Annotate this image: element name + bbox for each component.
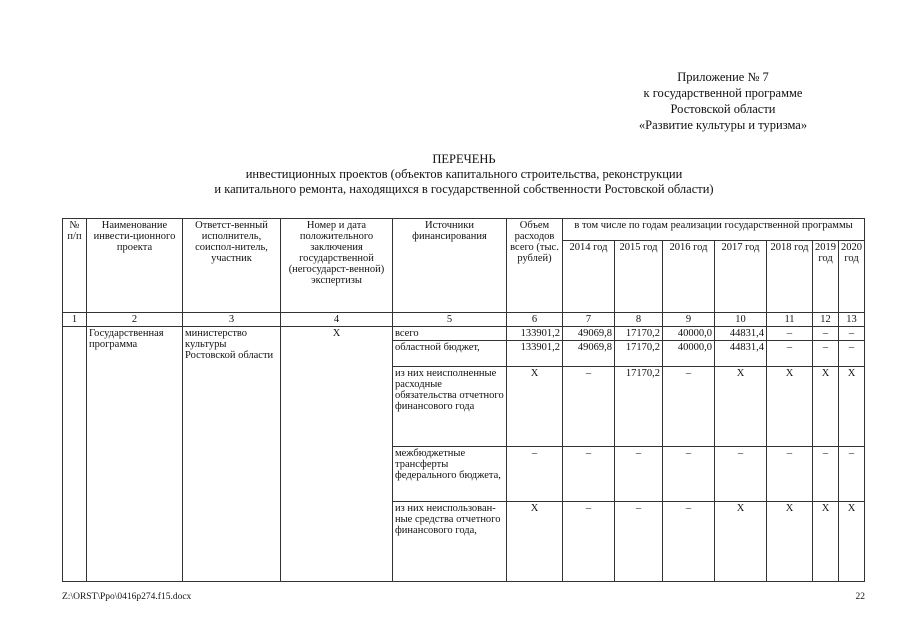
value-cell: –: [767, 327, 813, 341]
header-year: 2020 год: [839, 241, 865, 313]
column-number: 11: [767, 313, 813, 327]
value-cell: 133901,2: [507, 327, 563, 341]
value-cell: X: [507, 367, 563, 447]
column-number: 7: [563, 313, 615, 327]
value-cell: –: [767, 341, 813, 367]
header-year: 2019 год: [813, 241, 839, 313]
document-subtitle-line1: инвестиционных проектов (объектов капитального строительства, реконструкции: [245, 167, 683, 181]
value-cell: –: [663, 367, 715, 447]
header-num: № п/п: [63, 219, 87, 313]
file-path: Z:\ORST\Ppo\0416p274.f15.docx: [62, 592, 192, 602]
header-year: 2018 год: [767, 241, 813, 313]
source-cell: из них неиспользован-ные средства отчетного финансового года,: [393, 502, 507, 582]
value-cell: X: [813, 502, 839, 582]
value-cell: 44831,4: [715, 341, 767, 367]
column-number: 8: [615, 313, 663, 327]
value-cell: –: [563, 367, 615, 447]
appendix-program-ref: к государственной программе: [643, 86, 803, 100]
value-cell: X: [839, 367, 865, 447]
value-cell: 17170,2: [615, 341, 663, 367]
value-cell: –: [563, 502, 615, 582]
column-number: 4: [281, 313, 393, 327]
value-cell: –: [663, 502, 715, 582]
value-cell: X: [767, 502, 813, 582]
header-year: 2017 год: [715, 241, 767, 313]
value-cell: –: [839, 341, 865, 367]
table-row: [63, 327, 865, 341]
value-cell: 133901,2: [507, 341, 563, 367]
column-number: 6: [507, 313, 563, 327]
value-cell: X: [813, 367, 839, 447]
header-year: 2015 год: [615, 241, 663, 313]
header-year: 2016 год: [663, 241, 715, 313]
value-cell: 17170,2: [615, 327, 663, 341]
appendix-number: Приложение № 7: [677, 70, 769, 84]
column-number: 13: [839, 313, 865, 327]
value-cell: –: [813, 447, 839, 502]
value-cell: –: [839, 447, 865, 502]
value-cell: X: [507, 502, 563, 582]
value-cell: –: [615, 447, 663, 502]
value-cell: –: [813, 327, 839, 341]
source-cell: всего: [393, 327, 507, 341]
page-number: 22: [855, 592, 865, 602]
document-subtitle-line2: и капитального ремонта, находящихся в государственной собственности Ростовской области): [214, 182, 714, 196]
column-number: 12: [813, 313, 839, 327]
value-cell: –: [813, 341, 839, 367]
column-number: 2: [87, 313, 183, 327]
header-expertise: Номер и дата положительного заключения государственной (негосударст-венной) экспертизы: [281, 219, 393, 313]
project-executor: министерство культуры Ростовской области: [183, 327, 281, 582]
column-number: 3: [183, 313, 281, 327]
header-executor: Ответст-венный исполнитель, соиспол-нитель, участник: [183, 219, 281, 313]
source-cell: из них неисполненные расходные обязательства отчетного финансового года: [393, 367, 507, 447]
value-cell: 40000,0: [663, 341, 715, 367]
value-cell: 17170,2: [615, 367, 663, 447]
value-cell: –: [615, 502, 663, 582]
value-cell: –: [563, 447, 615, 502]
appendix-region: Ростовской области: [670, 102, 776, 116]
project-name: Государственная программа: [87, 327, 183, 582]
value-cell: 49069,8: [563, 327, 615, 341]
document-title: ПЕРЕЧЕНЬ: [432, 152, 496, 166]
value-cell: –: [663, 447, 715, 502]
column-number: 10: [715, 313, 767, 327]
value-cell: 40000,0: [663, 327, 715, 341]
value-cell: –: [507, 447, 563, 502]
header-years-group: в том числе по годам реализации государственной программы: [563, 219, 865, 241]
column-number: 5: [393, 313, 507, 327]
value-cell: X: [839, 502, 865, 582]
project-num: [63, 327, 87, 582]
source-cell: областной бюджет,: [393, 341, 507, 367]
project-expertise: X: [281, 327, 393, 582]
column-number: 1: [63, 313, 87, 327]
source-cell: межбюджетные трансферты федерального бюджета,: [393, 447, 507, 502]
appendix-program-name: «Развитие культуры и туризма»: [638, 118, 808, 132]
appendix-block: [593, 69, 853, 133]
value-cell: X: [715, 367, 767, 447]
header-name: Наименование инвести-ционного проекта: [87, 219, 183, 313]
value-cell: 44831,4: [715, 327, 767, 341]
column-number: 9: [663, 313, 715, 327]
value-cell: 49069,8: [563, 341, 615, 367]
value-cell: X: [767, 367, 813, 447]
value-cell: –: [715, 447, 767, 502]
value-cell: X: [715, 502, 767, 582]
header-year: 2014 год: [563, 241, 615, 313]
header-sources: Источники финансирования: [393, 219, 507, 313]
investment-projects-table: [62, 218, 865, 582]
value-cell: –: [767, 447, 813, 502]
value-cell: –: [839, 327, 865, 341]
header-volume: Объем расходов всего (тыс. рублей): [507, 219, 563, 313]
document-heading: [60, 152, 868, 197]
